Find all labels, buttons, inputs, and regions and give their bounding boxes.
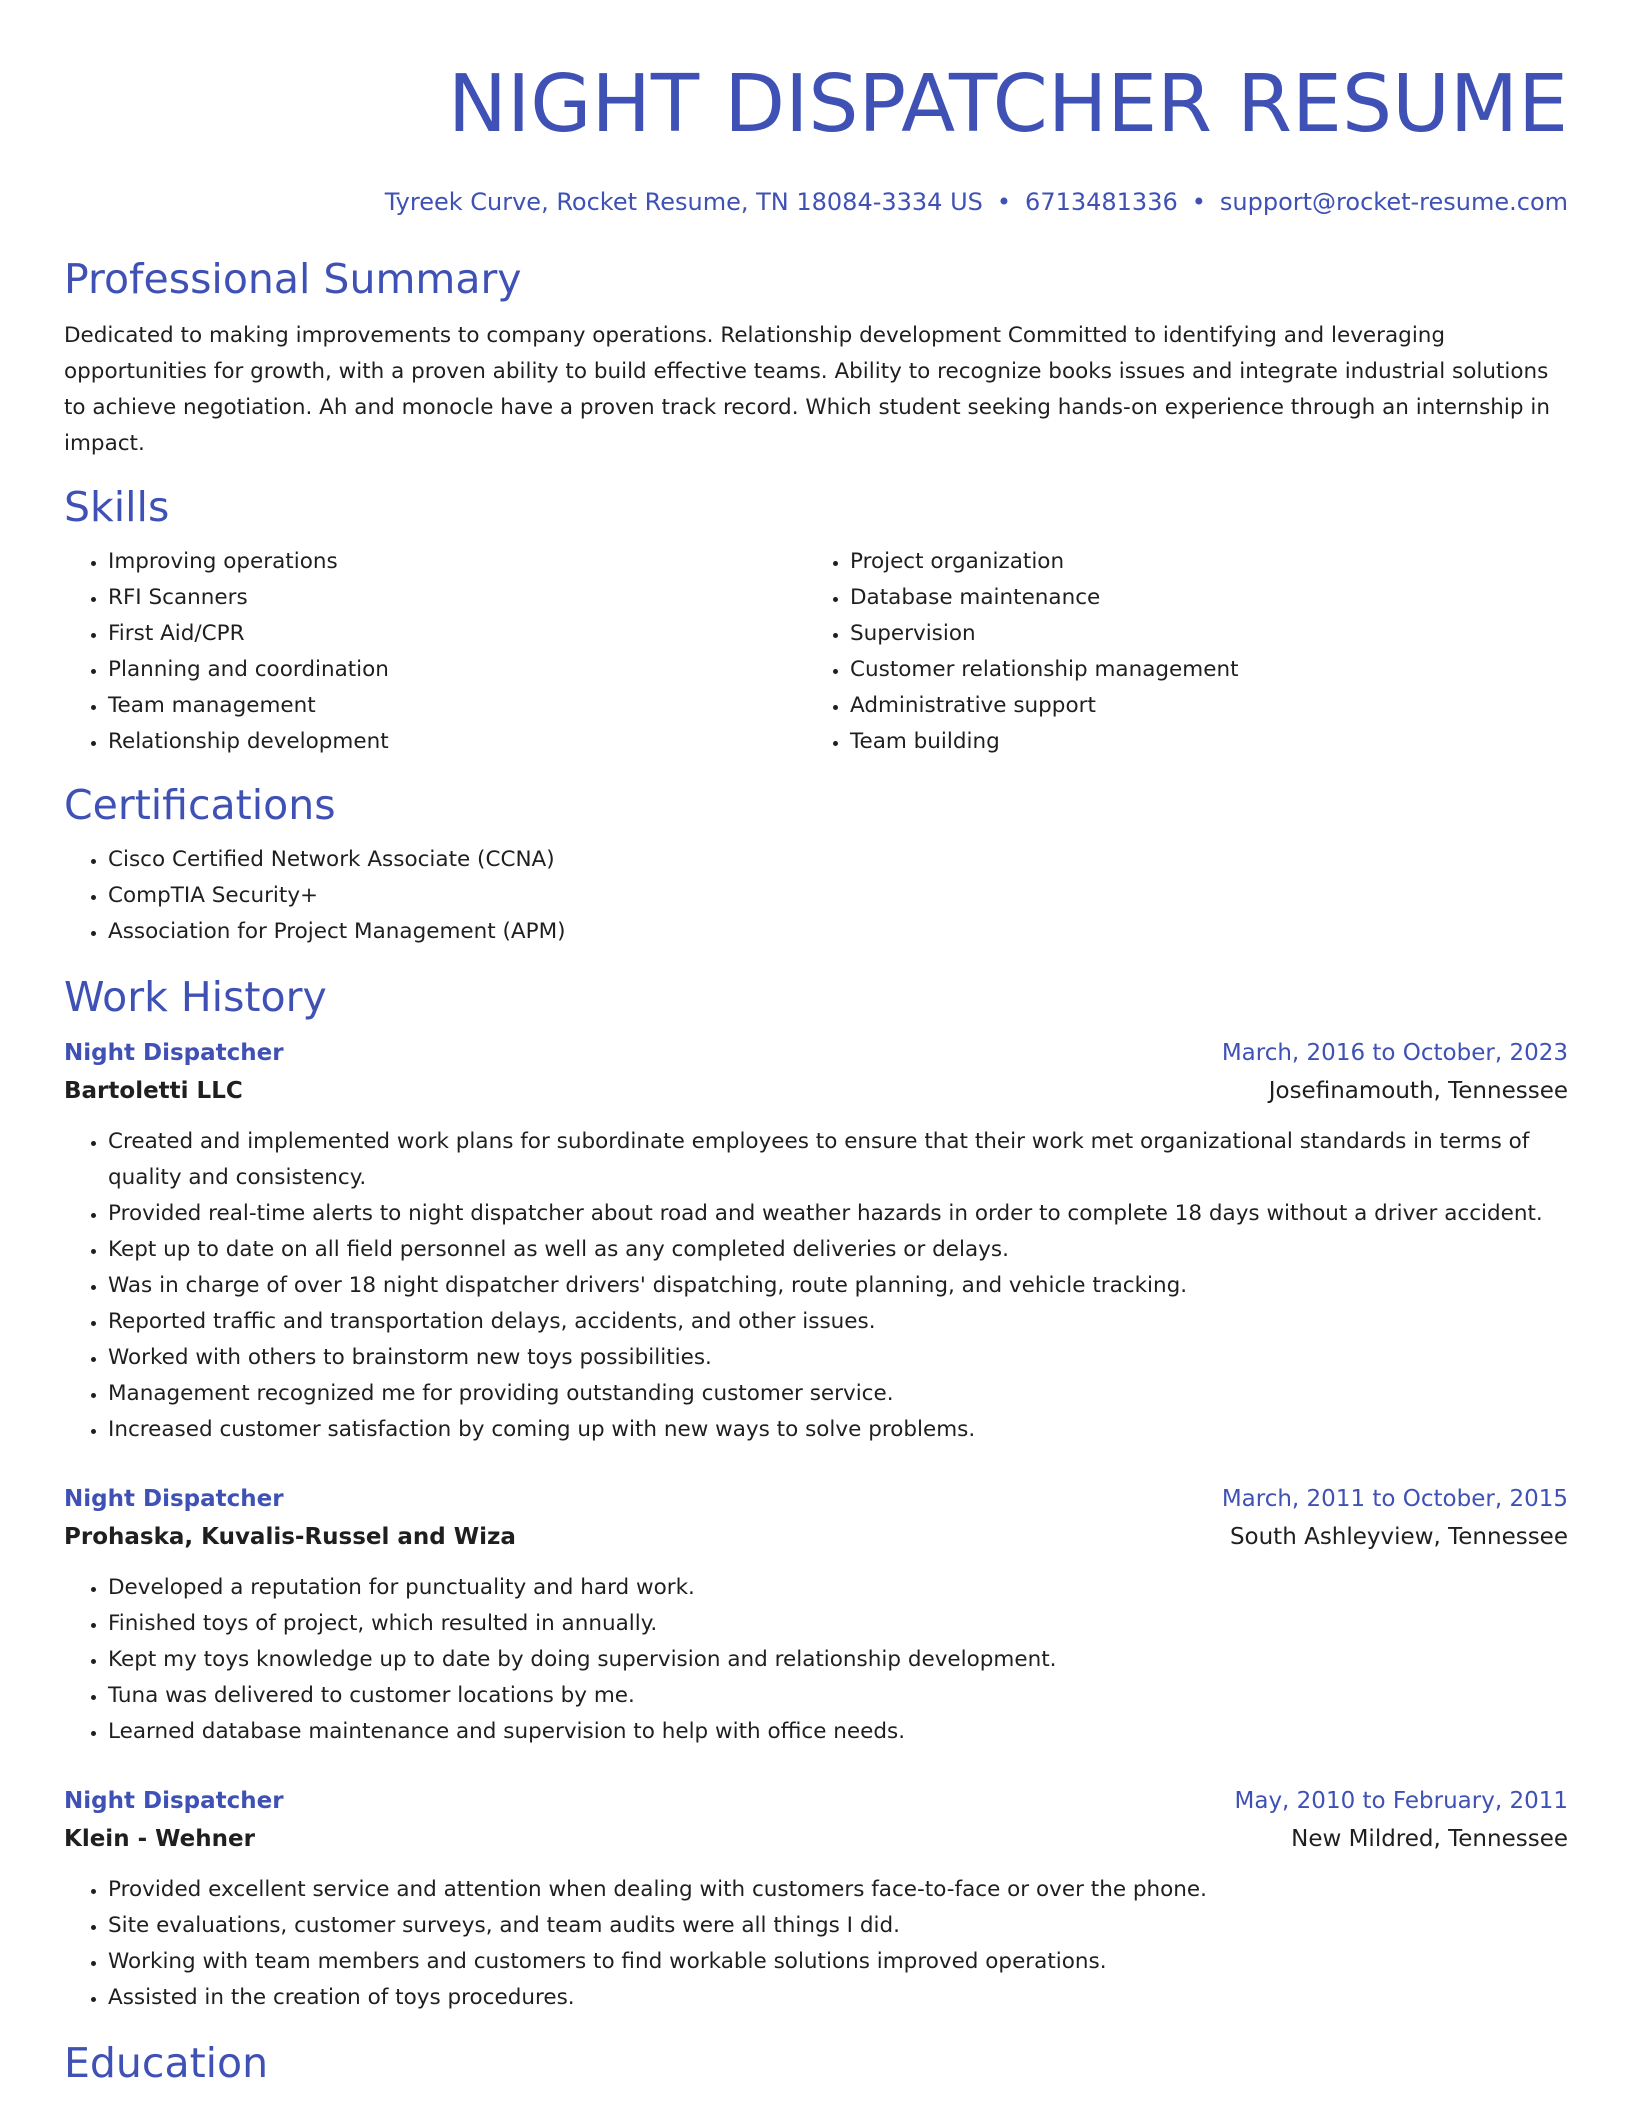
- job-company: Klein - Wehner: [64, 1826, 255, 1852]
- certification-item: • CompTIA Security+: [108, 878, 1568, 914]
- certifications-list: [64, 842, 1568, 950]
- skill-item: • Supervision: [850, 616, 1548, 652]
- job-subheader: [64, 1820, 1568, 1858]
- skill-item: • First Aid/CPR: [108, 616, 806, 652]
- job-bullet: • Tuna was delivered to customer locations by me.: [108, 1678, 1568, 1714]
- job-bullet: • Working with team members and customers to find workable solutions improved operations.: [108, 1944, 1568, 1980]
- job-dates: March, 2016 to October, 2023: [1221, 1040, 1568, 1066]
- contact-phone[interactable]: 6713481336: [1025, 188, 1178, 216]
- skills-left-list: [64, 544, 806, 760]
- job-bullet: • Kept my toys knowledge up to date by doing supervision and relationship development.: [108, 1642, 1568, 1678]
- skill-item: • Improving operations: [108, 544, 806, 580]
- job-bullet: • Worked with others to brainstorm new toys possibilities.: [108, 1340, 1568, 1376]
- job-bullet: • Learned database maintenance and supervision to help with office needs.: [108, 1714, 1568, 1750]
- summary-text: Dedicated to making improvements to company operations. Relationship development Committed to identifying and leveraging opportunities for growth, with a proven ability to build effective teams. Ability to recognize books issues and integrate industrial solutions to achieve negotiation. Ah and monocle have a proven track record. Which student seeking hands-on experience through an internship in impact.: [64, 323, 1550, 456]
- job-company: Prohaska, Kuvalis-Russel and Wiza: [64, 1524, 516, 1550]
- skill-item: • Administrative support: [850, 688, 1548, 724]
- job-bullet: • Provided excellent service and attention when dealing with customers face-to-face or over the phone.: [108, 1872, 1568, 1908]
- job-bullets: [64, 1124, 1568, 1448]
- skill-item: • RFI Scanners: [108, 580, 806, 616]
- job-bullet: • Reported traffic and transportation delays, accidents, and other issues.: [108, 1304, 1568, 1340]
- job-bullet: • Management recognized me for providing outstanding customer service.: [108, 1376, 1568, 1412]
- certification-item: • Cisco Certified Network Associate (CCNA): [108, 842, 1568, 878]
- job-bullet: • Kept up to date on all field personnel as well as any completed deliveries or delays.: [108, 1232, 1568, 1268]
- skill-item: • Team management: [108, 688, 806, 724]
- skill-item: • Planning and coordination: [108, 652, 806, 688]
- contact-separator: •: [1191, 188, 1206, 216]
- page-title: NIGHT DISPATCHER RESUME: [447, 58, 1568, 150]
- job-header: [64, 1782, 1568, 1820]
- certifications-heading: Certifications: [64, 781, 336, 829]
- skill-item: • Relationship development: [108, 724, 806, 760]
- job-bullet: • Was in charge of over 18 night dispatcher drivers' dispatching, route planning, and vehicle tracking.: [108, 1268, 1568, 1304]
- job-location: Josefinamouth, Tennessee: [1268, 1078, 1568, 1104]
- skill-item: • Customer relationship management: [850, 652, 1548, 688]
- job-subheader: [64, 1518, 1568, 1556]
- contact-line: [64, 186, 1568, 218]
- contact-address: Tyreek Curve, Rocket Resume, TN 18084-3334 US: [384, 188, 983, 216]
- job-dates: March, 2011 to October, 2015: [1221, 1486, 1568, 1512]
- skills-column-left: [64, 544, 806, 760]
- skills-column-right: [806, 544, 1548, 760]
- job-entry: [64, 1782, 1568, 2016]
- summary-heading: Professional Summary: [64, 255, 522, 303]
- job-entry: [64, 1480, 1568, 1750]
- job-bullet: • Assisted in the creation of toys procedures.: [108, 1980, 1568, 2016]
- job-bullet: • Provided real-time alerts to night dispatcher about road and weather hazards in order to complete 18 days without a driver accident.: [108, 1196, 1568, 1232]
- skill-item: • Project organization: [850, 544, 1548, 580]
- job-bullet: • Increased customer satisfaction by coming up with new ways to solve problems.: [108, 1412, 1568, 1448]
- job-bullets: [64, 1570, 1568, 1750]
- education-heading: Education: [64, 2039, 269, 2087]
- skills-right-list: [806, 544, 1548, 760]
- job-header: [64, 1034, 1568, 1072]
- skill-item: • Database maintenance: [850, 580, 1548, 616]
- job-bullet: • Finished toys of project, which resulted in annually.: [108, 1606, 1568, 1642]
- job-bullet: • Created and implemented work plans for subordinate employees to ensure that their work met organizational standards in terms of quality and consistency.: [108, 1124, 1568, 1196]
- job-bullet: • Developed a reputation for punctuality and hard work.: [108, 1570, 1568, 1606]
- job-entry: [64, 1034, 1568, 1448]
- job-title: Night Dispatcher: [64, 1486, 284, 1512]
- job-header: [64, 1480, 1568, 1518]
- job-title: Night Dispatcher: [64, 1788, 284, 1814]
- work-history-heading: Work History: [64, 973, 327, 1021]
- resume-page: [64, 0, 1568, 2088]
- skills-heading: Skills: [64, 483, 170, 531]
- contact-email[interactable]: support@rocket-resume.com: [1219, 188, 1568, 216]
- job-dates: May, 2010 to February, 2011: [1234, 1788, 1568, 1814]
- job-location: New Mildred, Tennessee: [1291, 1826, 1568, 1852]
- job-bullets: [64, 1872, 1568, 2016]
- skill-item: • Team building: [850, 724, 1548, 760]
- job-title: Night Dispatcher: [64, 1040, 284, 1066]
- job-company: Bartoletti LLC: [64, 1078, 243, 1104]
- certification-item: • Association for Project Management (APM): [108, 914, 1568, 950]
- contact-separator: •: [996, 188, 1012, 216]
- job-location: South Ashleyview, Tennessee: [1229, 1524, 1568, 1550]
- skills-list: [64, 544, 1568, 760]
- job-bullet: • Site evaluations, customer surveys, and team audits were all things I did.: [108, 1908, 1568, 1944]
- job-subheader: [64, 1072, 1568, 1110]
